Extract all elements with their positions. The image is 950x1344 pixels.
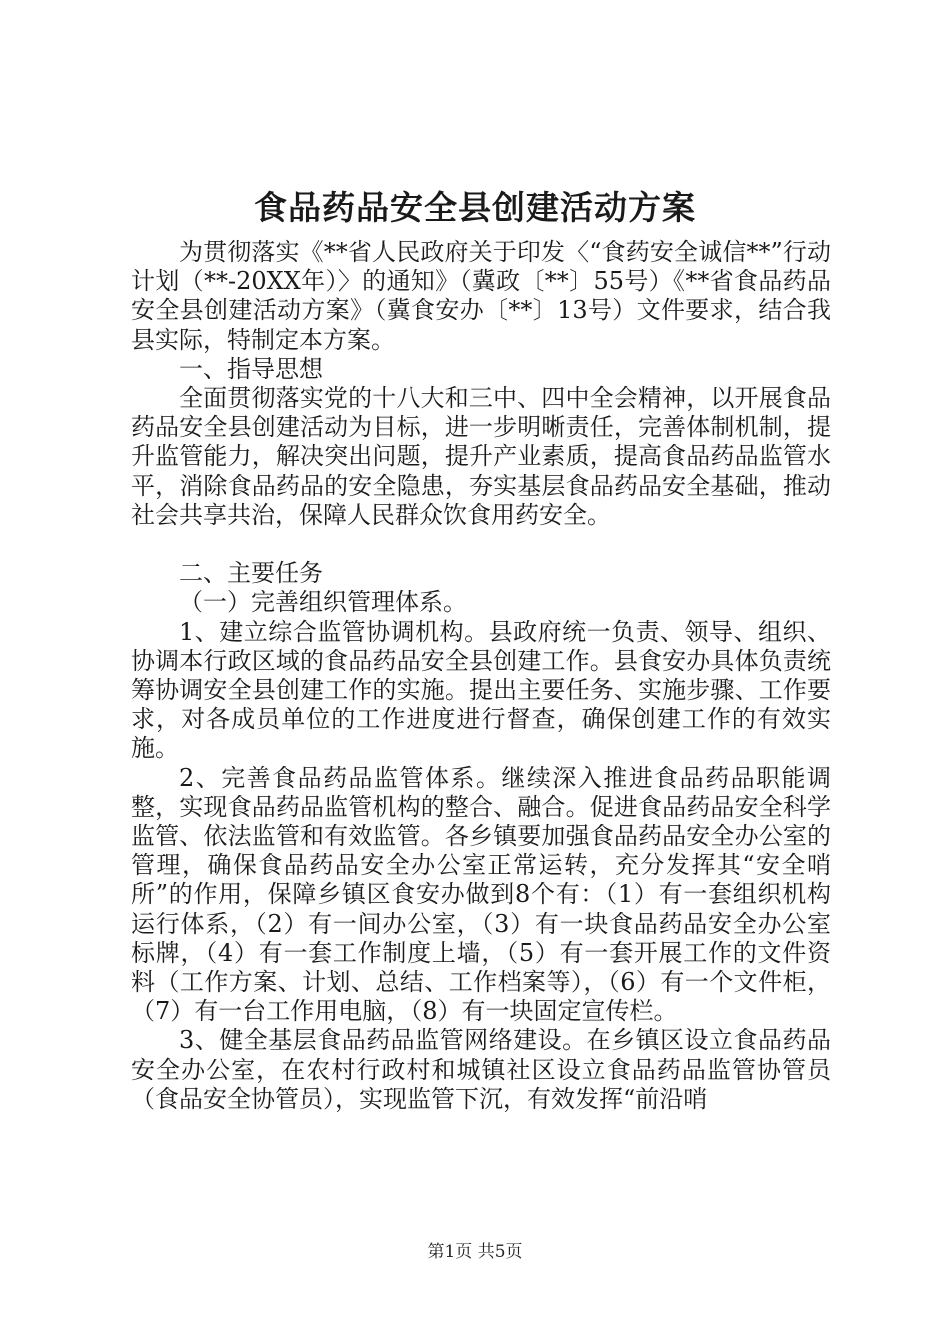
blank-line bbox=[131, 530, 831, 559]
paragraph-intro: 为贯彻落实《**省人民政府关于印发〈“食药安全诚信**”行动计划（**-20XX年）〉的通知》（冀政〔**〕55号）《**省食品药品安全县创建活动方案》（冀食安办〔**〕13号）文件要求，结合我县实际，特制定本方案。 bbox=[131, 238, 831, 354]
paragraph-task-1: 1、建立综合监管协调机构。县政府统一负责、领导、组织、协调本行政区域的食品药品安全县创建工作。县食安办具体负责统筹协调安全县创建工作的实施。提出主要任务、实施步骤、工作要求，对各成员单位的工作进度进行督查，确保创建工作的有效实施。 bbox=[131, 617, 831, 763]
document-title: 食品药品安全县创建活动方案 bbox=[254, 188, 696, 227]
paragraph-guiding-ideology: 全面贯彻落实党的十八大和三中、四中全会精神，以开展食品药品安全县创建活动为目标，进一步明晰责任，完善体制机制，提升监管能力，解决突出问题，提升产业素质，提高食品药品监管水平，消除食品药品的安全隐患，夯实基层食品药品安全基础，推动社会共享共治，保障人民群众饮食用药安全。 bbox=[131, 384, 831, 529]
paragraph-task-3: 3、健全基层食品药品监管网络建设。在乡镇区设立食品药品安全办公室，在农村行政村和城镇社区设立食品药品监管协管员（食品安全协管员），实现监管下沉，有效发挥“前沿哨 bbox=[131, 1026, 831, 1113]
subheading-organization: （一）完善组织管理体系。 bbox=[179, 588, 467, 617]
page-number-footer: 第1页 共5页 bbox=[427, 1242, 523, 1262]
heading-guiding-ideology: 一、指导思想 bbox=[179, 354, 323, 383]
paragraph-task-2: 2、完善食品药品监管体系。继续深入推进食品药品职能调整，实现食品药品监管机构的整合、融合。促进食品药品安全科学监管、依法监管和有效监管。各乡镇要加强食品药品安全办公室的管理，确保食品药品安全办公室正常运转，充分发挥其“安全哨所”的作用，保障乡镇区食安办做到8个有：（1）有一套组织机构运行体系，（2）有一间办公室，（3）有一块食品药品安全办公室标牌，（4）有一套工作制度上墙，（5）有一套开展工作的文件资料（工作方案、计划、总结、工作档案等），（6）有一个文件柜，（7）有一台工作用电脑，（8）有一块固定宣传栏。 bbox=[131, 763, 831, 1026]
heading-main-tasks: 二、主要任务 bbox=[179, 559, 323, 588]
document-body bbox=[131, 238, 831, 1114]
